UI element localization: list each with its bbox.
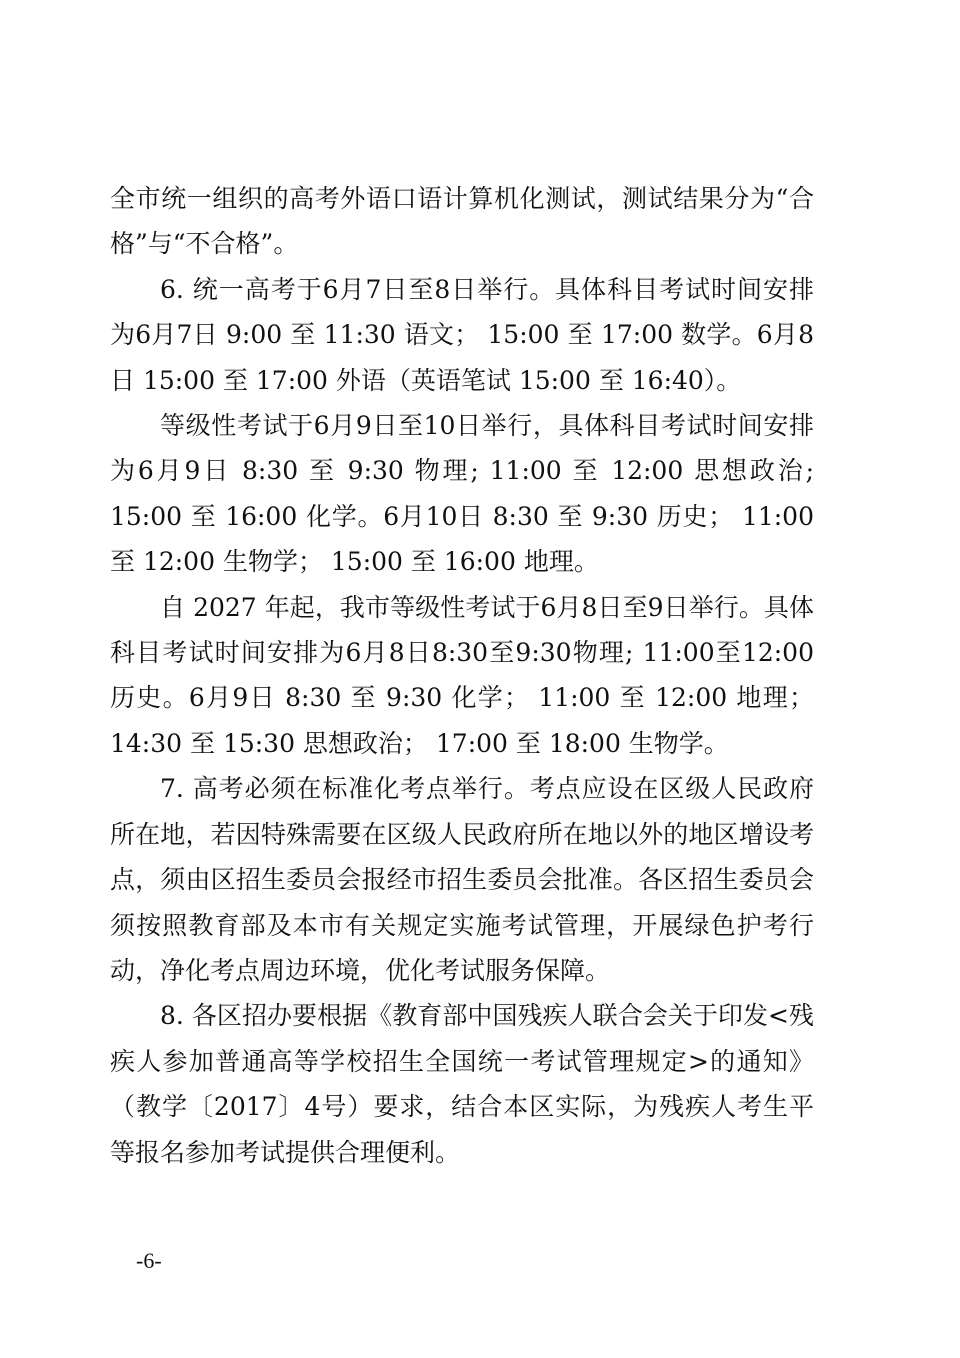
paragraph-item-7: 7. 高考必须在标准化考点举行。考点应设在区级人民政府所在地，若因特殊需要在区级人民政府所在地以外的地区增设考点，须由区招生委员会报经市招生委员会批准。各区招生委员会须按照教育部及本市有关规定实施考试管理，开展绿色护考行动，净化考点周边环境，优化考试服务保障。 [110,774,814,985]
paragraph-2027: 自 2027 年起，我市等级性考试于6月8日至9日举行。具体科目考试时间安排为6月8日8:30至9:30物理; 11:00至12:00历史。6月9日 8:30 至 9:30 化学； 11:00 至 12:00 地理； 14:30 至 15:30 思想政治； 17:00 至 18:00 生物学。 [110,592,814,758]
body-text [110,176,814,1175]
paragraph-level-exam: 等级性考试于6月9日至10日举行，具体科目考试时间安排为6月9日 8:30 至 9:30 物理; 11:00 至 12:00 思想政治; 15:00 至 16:00 化学。6月10日 8:30 至 9:30 历史； 11:00 至 12:00 生物学； 15:00 至 16:00 地理。 [110,411,814,577]
page-number: -6- [136,1248,162,1273]
paragraph-oral-test: 全市统一组织的高考外语口语计算机化测试，测试结果分为“合格”与“不合格”。 [110,184,814,259]
paragraph-item-6: 6. 统一高考于6月7日至8日举行。具体科目考试时间安排为6月7日 9:00 至 11:30 语文； 15:00 至 17:00 数学。6月8日 15:00 至 17:00 外语（英语笔试 15:00 至 16:40）。 [110,274,814,395]
paragraph-item-8: 8. 各区招办要根据《教育部中国残疾人联合会关于印发<残疾人参加普通高等学校招生全国统一考试管理规定>的通知》（教学〔2017〕4号）要求，结合本区实际，为残疾人考生平等报名参加考试提供合理便利。 [110,1001,814,1167]
